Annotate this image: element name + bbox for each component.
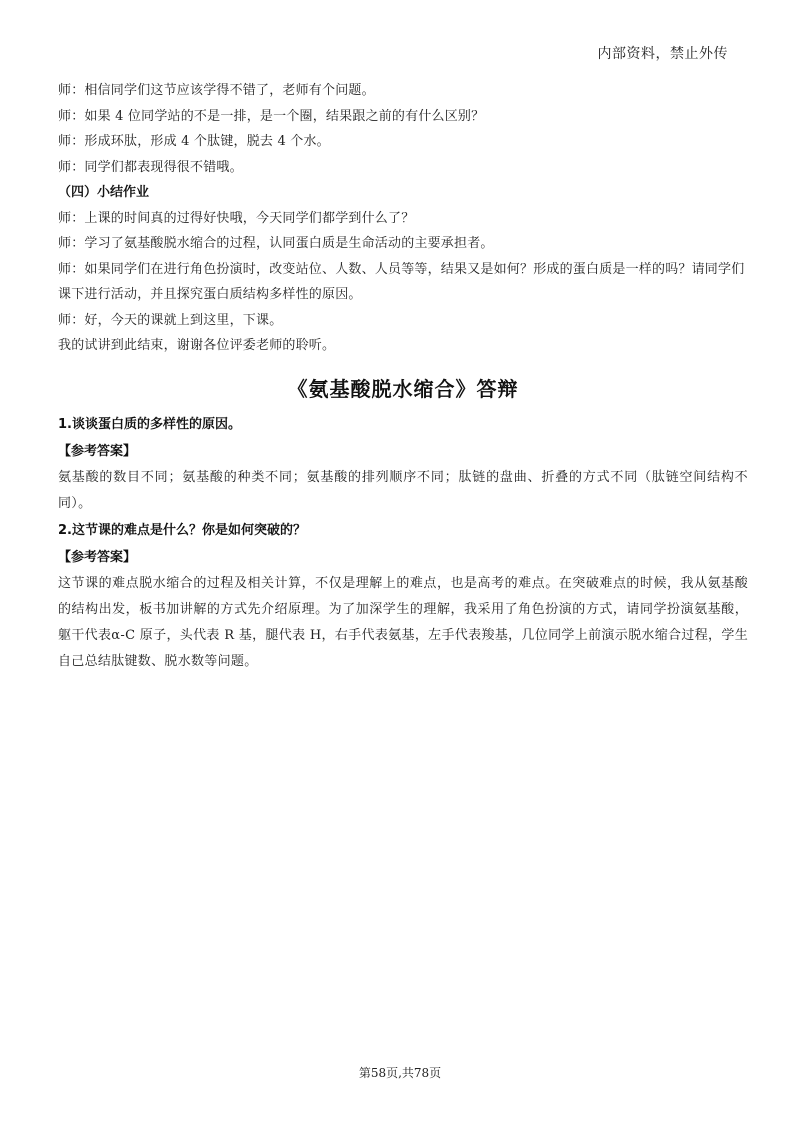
answer-text: 这节课的难点脱水缩合的过程及相关计算，不仅是理解上的难点，也是高考的难点。在突破难点的时候，我从氨基酸的结构出发，板书加讲解的方式先介绍原理。为了加深学生的理解，我采用了角色扮演的方式，请同学扮演氨基酸，躯干代表α-C 原子，头代表 R 基，腿代表 H，右手代表氨基，左手代表羧基，几位同学上前演示脱水缩合过程，学生自己总结肽键数、脱水数等问题。	[58, 575, 748, 669]
dialogue-line: 师：学习了氨基酸脱水缩合的过程，认同蛋白质是生命活动的主要承担者。	[58, 236, 494, 251]
answer-text: 氨基酸的数目不同；氨基酸的种类不同；氨基酸的排列顺序不同；肽链的盘曲、折叠的方式不同（肽链空间结构不同）。	[58, 469, 748, 511]
dialogue-line: 师：好，今天的课就上到这里，下课。	[58, 312, 283, 328]
answer-label: 【参考答案】	[58, 549, 137, 565]
dialogue-line: 师：上课的时间真的过得好快哦，今天同学们都学到什么了？	[58, 210, 415, 226]
closing-line: 我的试讲到此结束，谢谢各位评委老师的聆听。	[58, 338, 336, 353]
page-number: 第58页,共78页	[358, 1066, 442, 1080]
dialogue-line: 师：同学们都表现得很不错哦。	[58, 159, 243, 175]
dialogue-line: 师：如果同学们在进行角色扮演时，改变站位、人数、人员等等，结果又是如何？形成的蛋白质是一样的吗？请同学们课下进行活动，并且探究蛋白质结构多样性的原因。	[58, 261, 745, 302]
section-heading: （四）小结作业	[58, 185, 150, 200]
page-content	[58, 78, 748, 675]
defense-title: 《氨基酸脱水缩合》答辩	[287, 376, 519, 401]
dialogue-line: 师：如果 4 位同学站的不是一排，是一个圈，结果跟之前的有什么区别？	[58, 108, 485, 124]
question-heading: 2.这节课的难点是什么？你是如何突破的？	[58, 522, 306, 538]
dialogue-line: 师：相信同学们这节应该学得不错了，老师有个问题。	[58, 83, 375, 98]
question-heading: 1.谈谈蛋白质的多样性的原因。	[58, 416, 241, 432]
answer-label: 【参考答案】	[58, 443, 137, 459]
confidential-note: 内部资料，禁止外传	[597, 46, 728, 62]
dialogue-line: 师：形成环肽，形成 4 个肽键，脱去 4 个水。	[58, 134, 330, 149]
